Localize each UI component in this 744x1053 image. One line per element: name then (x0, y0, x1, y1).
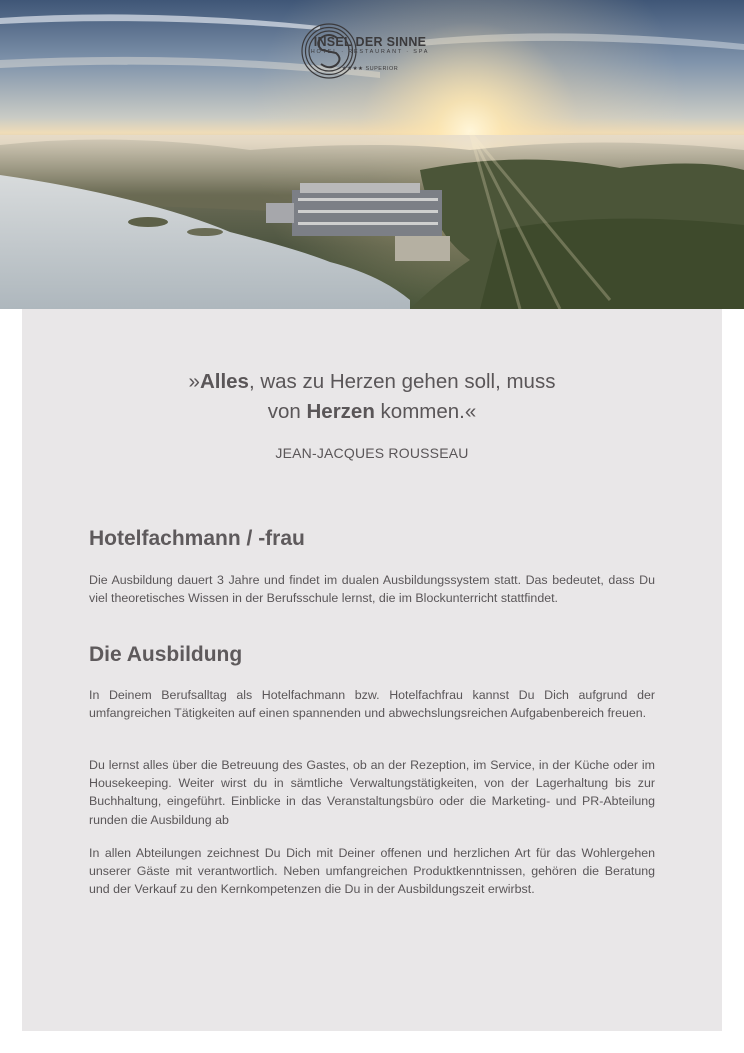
brand-rating: ★★★★ SUPERIOR (341, 66, 399, 72)
training-paragraph-1: In Deinem Berufsalltag als Hotelfachmann bzw. Hotelfachfrau kannst Du Dich aufgrund der umfangreichen Tätigkeiten auf einen spannenden und abwechslungsreichen Aufgabenbereich freuen. (89, 688, 655, 721)
brand-tagline: HOTEL · RESTAURANT · SPA (310, 49, 430, 55)
quote-emphasis-1: Alles (199, 370, 249, 393)
insel-der-sinne-emblem-icon (300, 22, 358, 80)
quote (22, 367, 722, 427)
brand-logo (300, 22, 440, 72)
quote-open-mark: » (188, 370, 200, 393)
job-title-heading: Hotelfachmann / -frau (89, 527, 305, 550)
intro-paragraph: Die Ausbildung dauert 3 Jahre und findet im dualen Ausbildungssystem statt. Das bedeutet, dass Du viel theoretisches Wissen in der Berufsschule lernst, die im Blockunterricht stattfindet. (89, 573, 655, 606)
hero-image (0, 0, 744, 309)
quote-text-2b: kommen.« (374, 400, 477, 423)
quote-line-2 (22, 397, 722, 427)
quote-text-1: , was zu Herzen gehen soll, muss (248, 370, 556, 393)
quote-emphasis-2: Herzen (306, 400, 375, 423)
training-paragraph-2: Du lernst alles über die Betreuung des Gastes, ob an der Rezeption, im Service, in der Küche oder im Housekeeping. Weiter wirst du in sämtliche Verwaltungstätigkeiten, von der Lagerhaltung bis zur Buchhaltung, eingeführt. Einblicke in das Veranstaltungsbüro oder die Marketing- und PR-Abteilung runden die Ausbildung ab (89, 758, 655, 827)
training-paragraph-3: In allen Abteilungen zeichnest Du Dich mit Deiner offenen und herzlichen Art für das Wohlergehen unserer Gäste mit verantwortlich. Neben umfangreichen Produktkenntnissen, gehören die Beratung und der Verkauf zu den Kernkompetenzen die Du in der Ausbildungszeit erwirbst. (89, 846, 655, 897)
brand-name: INSEL DER SINNE (313, 35, 427, 49)
training-heading: Die Ausbildung (89, 643, 243, 666)
quote-text-2a: von (267, 400, 307, 423)
quote-line-1 (22, 367, 722, 397)
content-panel (22, 309, 722, 1031)
quote-author: JEAN-JACQUES ROUSSEAU (275, 445, 469, 461)
